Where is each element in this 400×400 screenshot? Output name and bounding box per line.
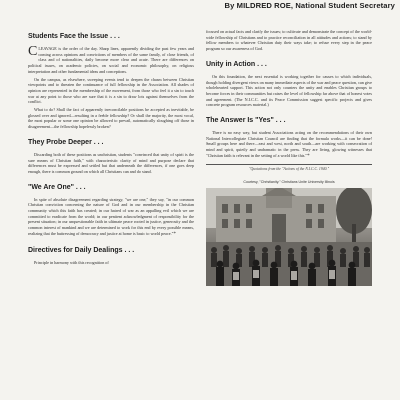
author-byline: By MILDRED ROE, National Student Secretary xyxy=(224,1,395,10)
section-heading-directives: Directives for Daily Dealings . . . xyxy=(28,246,135,254)
footnote-rule xyxy=(206,164,372,165)
right-column xyxy=(206,24,372,286)
campus-group-photo xyxy=(206,188,372,286)
left-column xyxy=(28,24,194,267)
intro-paragraph xyxy=(28,46,194,75)
section-heading-answer-is-yes: The Answer Is "Yes" . . . xyxy=(206,117,286,125)
paragraph: What to do? Shall the fact of apparently irreconcilable positions be accepted as inevitable, be glossed over and ignored—resulting in a feeble fellowship? Or shall the majority, the most vocal, the most popular or some one opinion be allowed to prevail, automatically sloughing off those in disagreement—the fellowship hopelessly broken? xyxy=(28,107,194,130)
paragraph: Discarding both of these positions as unchristian, students "convinced that unity of spirit is the sure means of Christian faith," with characteristic clarity of mind and purpose declare that differences must be expressed and settled but that underneath the differences, if one goes deep enough, there is common ground on which all Christians can and do stand. xyxy=(28,151,194,174)
intro-text: LEAVAGE is the order of the day. Sharp lines, apparently dividing the past few years and coming across opinions and convictions of members of the same family, of close friends, of class and of nationalities, daily become more clear and acute. There are differences on political issues, on academic policies, on social and economic philosophy, on religious interpretation and other fundamental ideas and conceptions. xyxy=(28,46,194,74)
photo-illustration xyxy=(206,188,372,286)
footnote-marker: * xyxy=(307,153,310,159)
section-heading-we-are-one: "We Are One" . . . xyxy=(28,183,86,191)
section-heading-students-face: Students Face the Issue . . . xyxy=(28,33,120,40)
section-heading-unity-in-action: Unity in Action . . . xyxy=(206,60,267,68)
photo-caption: Courtesy, "Christianity." Christians Unite University Illinois xyxy=(243,179,335,184)
footnote-marker: * xyxy=(173,231,176,237)
quote-paragraph xyxy=(28,197,194,238)
quote-text: In spite of absolute disagreement regarding strategy, "we are one," they say, "in our common Christian conviction concerning the nature of God and in our membership in the Christian community which this faith has created; in our hatred of war as an appalling evil which we are committed to eradicate from the world; in our penitent acknowledgment of responsibility for the present situation; in our unquestionable faith in ultimate peace rooted in justice, generosity and the common interest of mankind and we are determined to work for this end by every possible means, realizing that the buttressing of democracy and justice at home is basic to world peace." xyxy=(28,196,194,236)
quote-text: There is no easy way, but student Associations acting on the recommendations of their own National Intercollegiate Christian Council are finding that the formula works—it can be done! Small groups here and there—east and west, north and south—are working with consecration of mind and spirit, quietly and undramatic in the press. They are living, glowing witnesses that "Christian faith is relevant in the setting of a world like this." xyxy=(206,130,372,158)
footnote: "Quotations from the "Actions of the N.I.C.C. 1940." xyxy=(248,166,330,171)
paragraph: On the campus, as elsewhere, sweeping events tend to deepen the chasm between Christian viewpoints and to threaten the continuance of full fellowship in the Association. All shades of opinion are represented in the membership of the movement, from those who feel it a sin to touch war at any point to those who are sure that it is a sin to draw lots against themselves from the conflict. xyxy=(28,76,194,105)
quote-paragraph xyxy=(206,130,372,160)
section-heading-probe-deeper: They Probe Deeper . . . xyxy=(28,138,104,146)
paragraph: On this foundation, the next essential is working together for causes to which individuals, though holding divergent views on many immediate aspects of the war and peace question, can give wholehearted support. This action not only counters the unity and enables Christian groups to become forces in their communities but raises the level of fellowship far above that of honest votes and agreement. (The N.I.C.C. and its Peace Commission suggest specific projects and gives concrete program resources material.) xyxy=(206,73,372,108)
paragraph: Principle in harmony with this recognition of xyxy=(34,259,109,265)
drop-cap: C xyxy=(28,44,38,59)
continued-paragraph: focused on actual facts and clarify the issues; to cultivate and demonstrate the concept of the world-wide fellowship of Christians and to practice reconciliation in all attitudes and actions; to stand by fellow members to whatever Christian duty their ways take; to refuse every step in the peace program so our awareness of God. xyxy=(206,29,372,52)
